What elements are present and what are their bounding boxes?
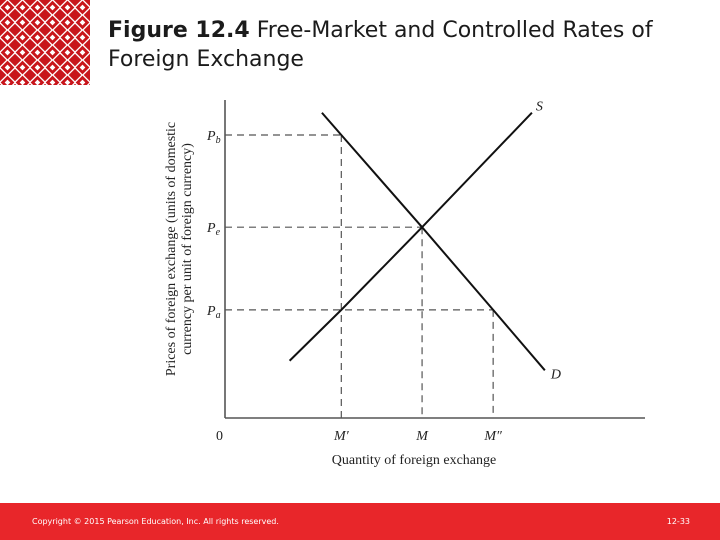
y-axis-label-line2: currency per unit of foreign currency) <box>180 143 195 355</box>
y-tick-label-2: $P_a$ <box>207 303 221 321</box>
x-tick-label-2: M″ <box>484 429 502 444</box>
chart-svg <box>150 92 670 472</box>
footer-bar <box>0 503 720 540</box>
figure-label: Figure 12.4 <box>108 18 250 43</box>
page-number: 12-33 <box>666 517 690 526</box>
x-axis-label: Quantity of foreign exchange <box>331 453 497 468</box>
copyright-text: Copyright © 2015 Pearson Education, Inc. All rights reserved. <box>32 517 279 526</box>
slide-title <box>108 16 708 74</box>
x-tick-label-1: M <box>416 429 428 444</box>
exchange-rate-chart <box>150 92 670 472</box>
origin-label: 0 <box>216 429 223 444</box>
x-tick-label-0: M′ <box>333 429 349 444</box>
figure-title: Free-Market and Controlled Rates of Foreign Exchange <box>108 18 653 72</box>
curve-label-s: S <box>535 99 543 115</box>
pearson-logo-icon <box>0 0 90 85</box>
y-axis-label-line1: Prices of foreign exchange (units of domestic <box>164 121 179 377</box>
curve-s <box>290 113 532 361</box>
curve-d <box>322 113 545 371</box>
y-tick-label-0: $P_b$ <box>207 128 221 146</box>
curve-label-d: D <box>550 367 561 383</box>
y-tick-label-1: $P_e$ <box>207 221 221 239</box>
